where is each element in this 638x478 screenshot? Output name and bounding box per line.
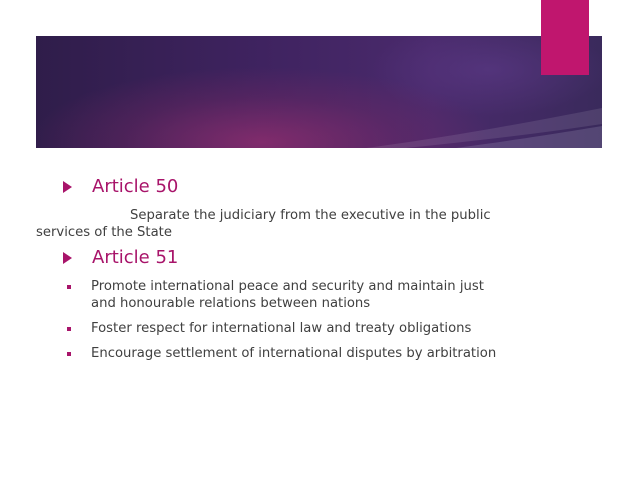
article-51-title: Article 51: [92, 247, 179, 268]
square-bullet-icon: [67, 285, 71, 289]
list-item-text: Encourage settlement of international disputes by arbitration: [91, 346, 497, 361]
square-bullet-icon: [67, 352, 71, 356]
list-item-text: Foster respect for international law and treaty obligations: [91, 321, 472, 336]
list-item: [67, 345, 537, 362]
list-item-text: Promote international peace and security and maintain just and honourable relations between nations: [91, 279, 484, 311]
article-50-title: Article 50: [92, 176, 179, 197]
banner-curve-decoration: [36, 36, 602, 148]
accent-tab: [541, 0, 589, 75]
square-bullet-icon: [67, 327, 71, 331]
list-item: [67, 278, 537, 312]
list-item: [67, 320, 537, 337]
article-50-body-line2: services of the State: [36, 225, 172, 240]
arrow-bullet-icon: [63, 181, 72, 193]
article-51-heading: [63, 245, 178, 271]
header-banner: [36, 36, 602, 148]
article-50-heading: [63, 174, 178, 200]
article-50-body-line1: Separate the judiciary from the executive in the public: [130, 208, 491, 223]
arrow-bullet-icon: [63, 252, 72, 264]
